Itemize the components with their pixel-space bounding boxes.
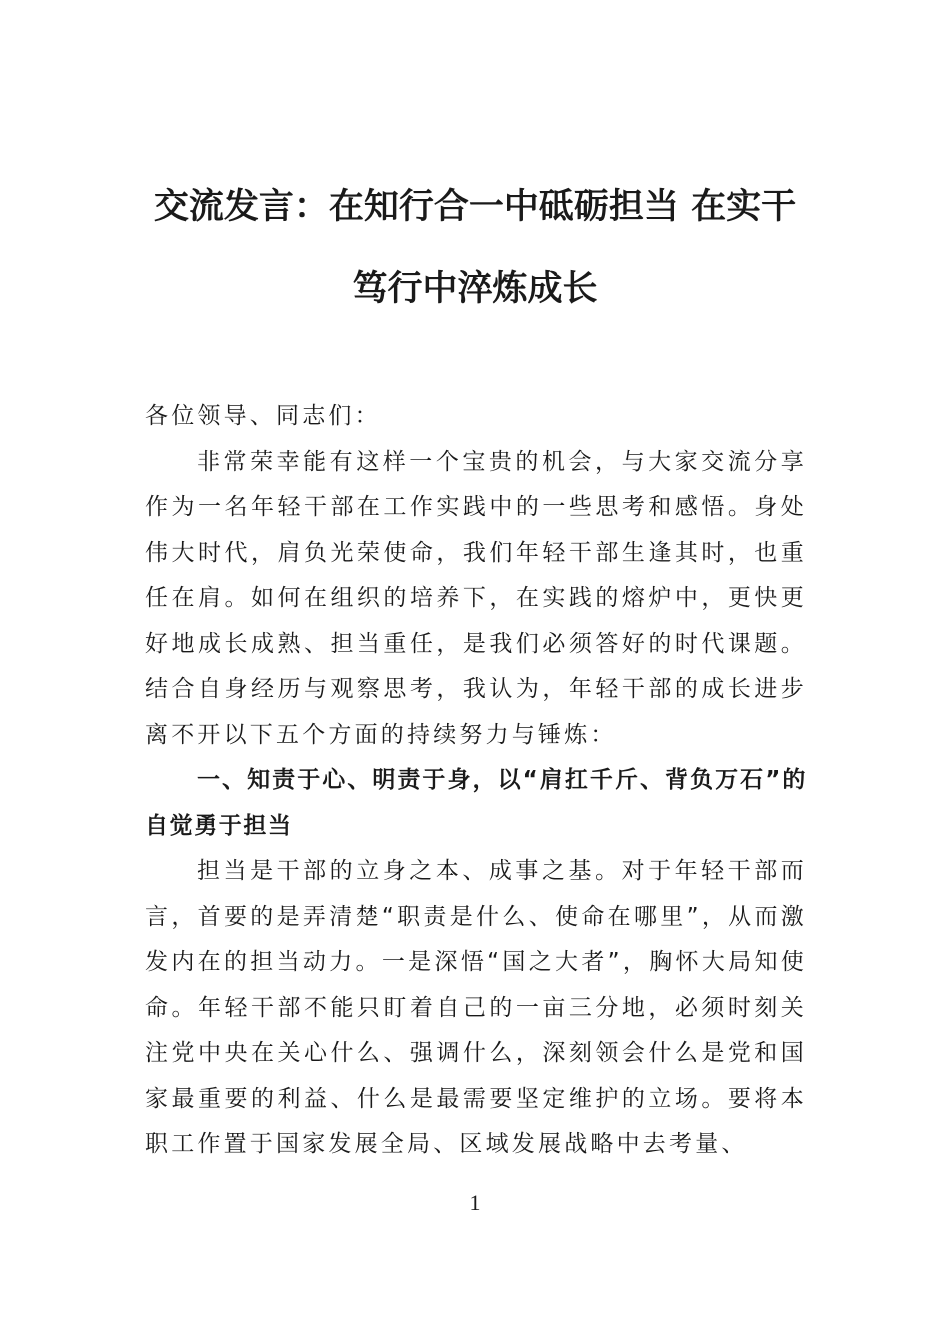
title-line-1: 交流发言：在知行合一中砥砺担当 在实干 (153, 186, 797, 227)
paragraph-intro: 非常荣幸能有这样一个宝贵的机会，与大家交流分享作为一名年轻干部在工作实践中的一些思考和感悟。身处伟大时代，肩负光荣使命，我们年轻干部生逢其时，也重任在肩。如何在组织的培养下，在实践的熔炉中，更快更好地成长成熟、担当重任，是我们必须答好的时代课题。结合自身经历与观察思考，我认为，年轻干部的成长进步离不开以下五个方面的持续努力与锤炼： (145, 448, 807, 748)
page-number: 1 (469, 1190, 481, 1215)
salutation: 各位领导、同志们： (145, 403, 381, 429)
document-body (145, 394, 807, 1168)
title-line-2: 笃行中淬炼成长 (352, 268, 598, 309)
section-heading-1: 一、知责于心、明责于身，以“肩扛千斤、背负万石”的自觉勇于担当 (145, 767, 807, 839)
paragraph-section-1: 担当是干部的立身之本、成事之基。对于年轻干部而言，首要的是弄清楚“职责是什么、使命在哪里”，从而激发内在的担当动力。一是深悟“国之大者”，胸怀大局知使命。年轻干部不能只盯着自己的一亩三分地，必须时刻关注党中央在关心什么、强调什么，深刻领会什么是党和国家最重要的利益、什么是最需要坚定维护的立场。要将本职工作置于国家发展全局、区域发展战略中去考量、 (145, 858, 807, 1157)
document-title (120, 166, 830, 330)
